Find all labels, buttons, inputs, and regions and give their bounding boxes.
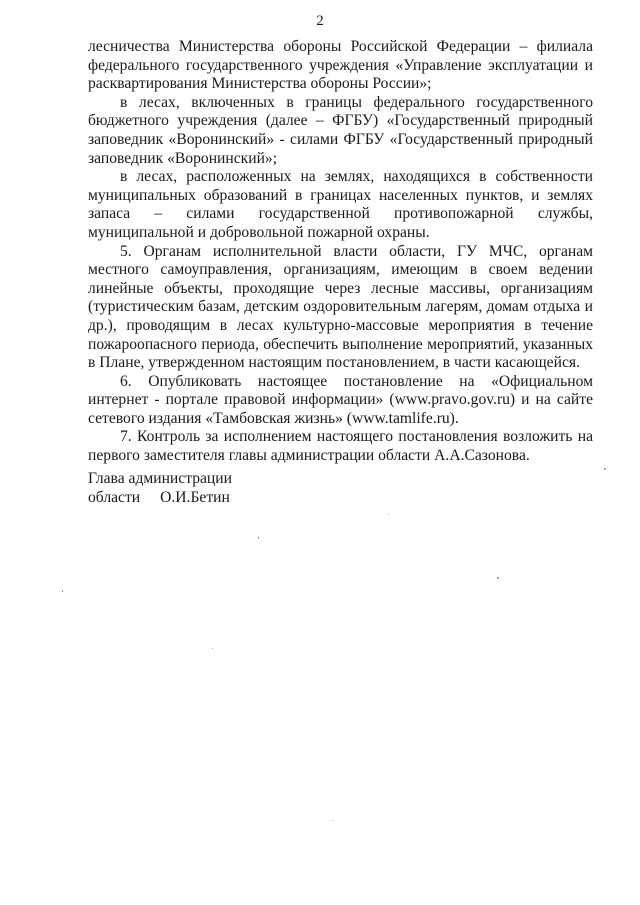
scan-speck (258, 537, 259, 539)
signature-name: О.И.Бетин (160, 488, 230, 506)
paragraph-continuation: лесничества Министерства обороны Российской Федерации – филиала федерального государственного учреждения «Управление эксплуатации и расквартирования Министерства обороны России»; (88, 38, 593, 93)
page-number: 2 (316, 13, 324, 29)
document-body (88, 38, 593, 466)
signature-region: области (88, 488, 141, 506)
scan-speck (332, 820, 333, 821)
scan-speck (497, 577, 499, 579)
paragraph-voroninsky: в лесах, включенных в границы федерального государственного бюджетного учреждения (далее – ФГБУ) «Государственный природный заповедник «Воронинский» - силами ФГБУ «Государственный природный заповедник «Воронинский»; (88, 93, 593, 167)
scan-speck (212, 648, 213, 649)
scan-speck (62, 590, 63, 592)
paragraph-item-7: 7. Контроль за исполнением настоящего постановления возложить на первого заместителя главы администрации области А.А.Сазонова. (88, 428, 593, 465)
signature-block (88, 470, 232, 507)
paragraph-item-6: 6. Опубликовать настоящее постановление на «Официальном интернет - портале правовой информации» (www.pravo.gov.ru) и на сайте сетевого издания «Тамбовская жизнь» (www.tamlife.ru). (88, 372, 593, 427)
signature-title: Глава администрации (88, 470, 232, 487)
scan-speck (388, 514, 389, 515)
paragraph-item-5: 5. Органам исполнительной власти области, ГУ МЧС, органам местного самоуправления, организациям, имеющим в своем ведении линейные объекты, проходящие через лесные массивы, организациям (туристическим базам, детским оздоровительным лагерям, домам отдыха и др.), проводящим в лесах культурно-массовые мероприятия в течение пожароопасного периода, обеспечить выполнение мероприятий, указанных в Плане, утвержденном настоящим постановлением, в части касающейся. (88, 242, 593, 372)
paragraph-municipal-lands: в лесах, расположенных на землях, находящихся в собственности муниципальных образований в границах населенных пунктов, и землях запаса – силами государственной противопожарной службы, муниципальной и добровольной пожарной охраны. (88, 168, 593, 241)
scan-speck (604, 468, 606, 470)
